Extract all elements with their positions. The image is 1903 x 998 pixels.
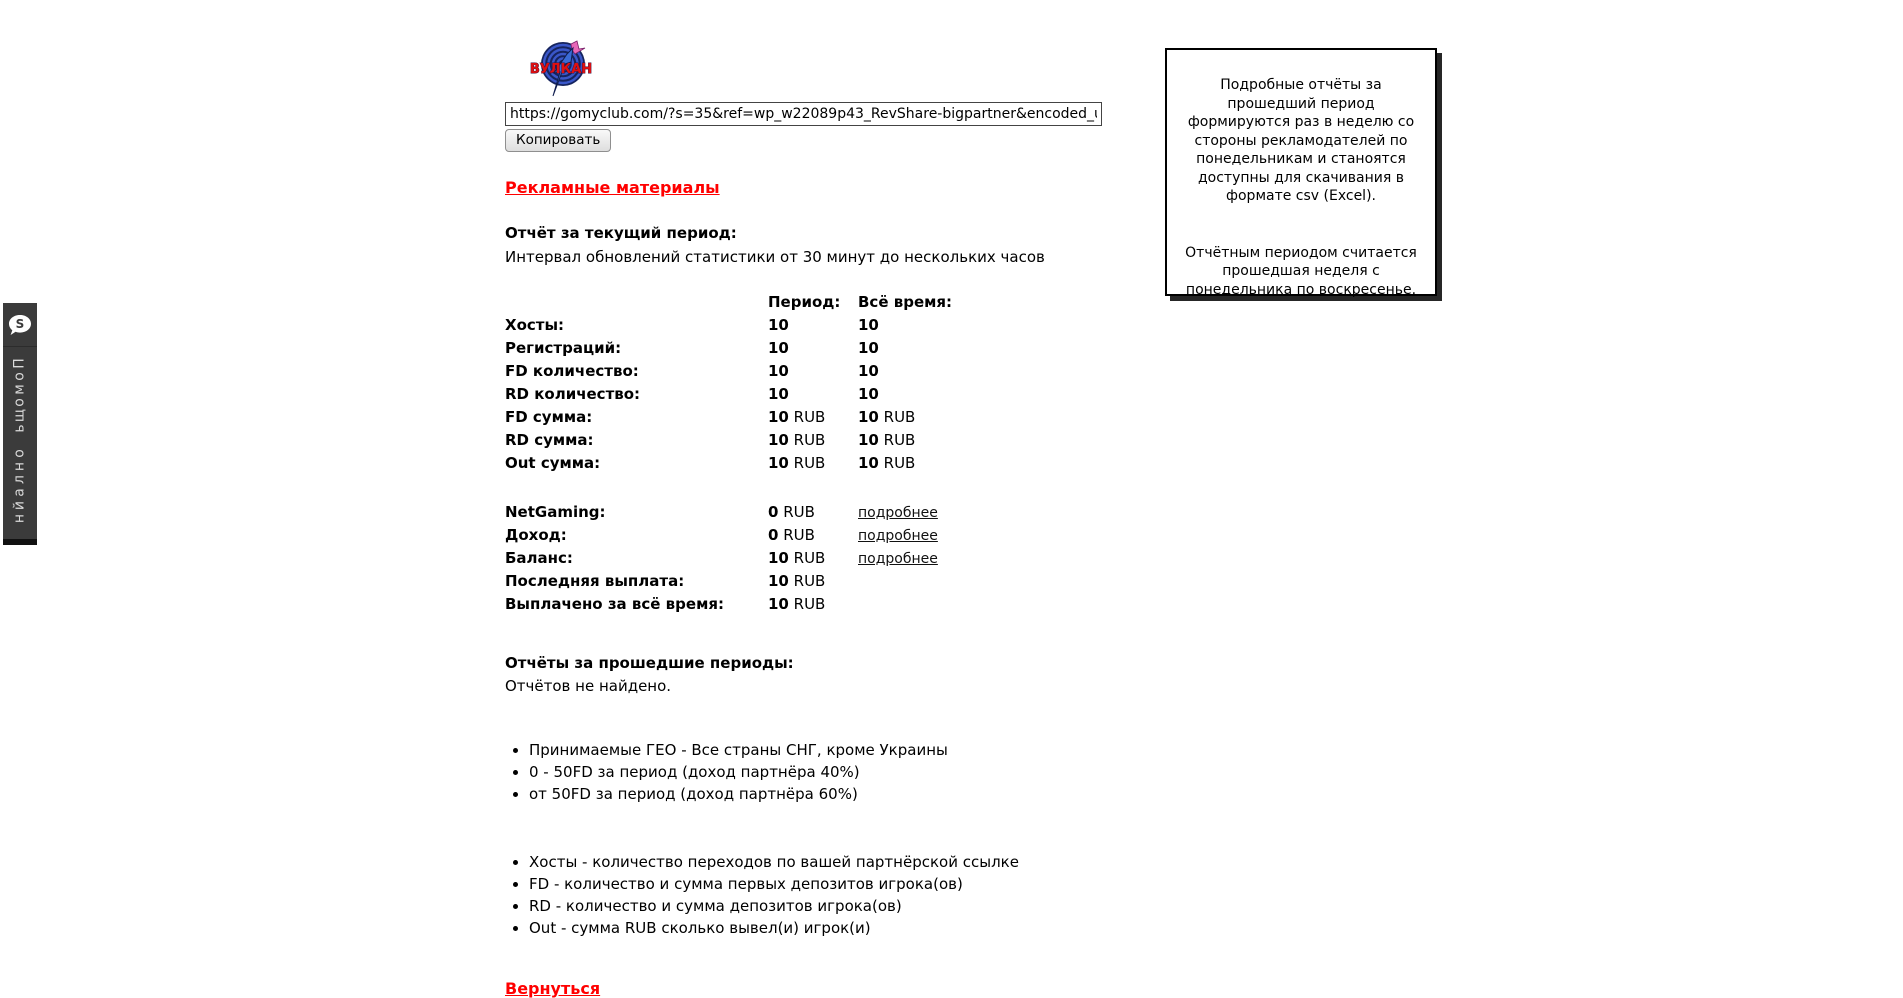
chat-tab-label: П о м о щ ь о н л а й н — [11, 358, 28, 524]
list-item: • RD - количество и сумма депозитов игрока(ов) — [529, 895, 1145, 917]
stat-row-label: RD количество: — [505, 385, 641, 403]
table-row: Регистраций: 10 10 — [505, 339, 879, 357]
list-item: • Принимаемые ГЕО - Все страны СНГ, кроме Украины — [529, 739, 1145, 761]
total-row-label: Доход: — [505, 526, 567, 544]
table-row: RD сумма: 10 RUB 10 RUB — [505, 431, 916, 449]
stat-row-label: FD количество: — [505, 362, 639, 380]
svg-text:S: S — [15, 316, 25, 331]
weekly-reports-info-box — [1165, 48, 1437, 296]
details-link[interactable]: подробнее — [858, 528, 938, 544]
referral-url-input[interactable] — [505, 102, 1102, 126]
info-box-paragraph-1: Подробные отчёты за прошедший период формируются раз в неделю со стороны рекламодателей по понедельникам и станоятся доступны для скачивания в формате csv (Excel). — [1187, 77, 1415, 204]
stat-row-label: Out сумма: — [505, 454, 601, 472]
promo-materials-link[interactable]: Рекламные материалы — [505, 178, 720, 197]
stat-row-label: Регистраций: — [505, 339, 622, 357]
current-report-title: Отчёт за текущий период: — [505, 224, 737, 242]
list-item: • Хосты - количество переходов по вашей партнёрской ссылке — [529, 851, 1145, 873]
past-reports-title: Отчёты за прошедшие периоды: — [505, 654, 794, 672]
list-item: • от 50FD за период (доход партнёра 60%) — [529, 783, 1145, 805]
table-row: Доход: 0 RUB подробнее — [505, 526, 938, 544]
help-online-chat-tab[interactable] — [3, 303, 37, 545]
total-row-label: Выплачено за всё время: — [505, 595, 724, 613]
stats-table — [505, 293, 1145, 618]
details-link[interactable]: подробнее — [858, 551, 938, 567]
geo-notes-list — [505, 739, 1145, 805]
stat-row-label: FD сумма: — [505, 408, 593, 426]
table-row: RD количество: 10 10 — [505, 385, 879, 403]
list-item: • Out - сумма RUB сколько вывел(и) игрок(и) — [529, 917, 1145, 939]
table-row: Баланс: 10 RUB подробнее — [505, 549, 938, 567]
chat-bubble-icon — [3, 303, 37, 347]
table-row: Последняя выплата: 10 RUB — [505, 572, 826, 590]
vulkan-logo — [527, 40, 1145, 100]
back-link[interactable]: Вернуться — [505, 979, 601, 998]
table-row: FD сумма: 10 RUB 10 RUB — [505, 408, 916, 426]
total-row-label: Последняя выплата: — [505, 572, 685, 590]
table-row: FD количество: 10 10 — [505, 362, 879, 380]
info-box-paragraph-2: Отчётным периодом считается прошедшая неделя с понедельника по воскресенье. — [1185, 244, 1417, 298]
table-row: NetGaming: 0 RUB подробнее — [505, 503, 938, 521]
stat-row-label: RD сумма: — [505, 431, 594, 449]
terms-notes-list — [505, 851, 1145, 939]
details-link[interactable]: подробнее — [858, 505, 938, 521]
col-alltime-header: Всё время: — [858, 293, 953, 311]
copy-url-button[interactable]: Копировать — [505, 129, 611, 152]
total-row-label: NetGaming: — [505, 503, 606, 521]
current-report-subtitle: Интервал обновлений статистики от 30 минут до нескольких часов — [505, 248, 1045, 266]
table-row: Хосты: 10 10 — [505, 316, 879, 334]
col-period-header: Период: — [768, 293, 841, 311]
past-reports-empty: Отчётов не найдено. — [505, 677, 672, 695]
svg-text:ВУЛКАН: ВУЛКАН — [529, 62, 593, 77]
total-row-label: Баланс: — [505, 549, 573, 567]
list-item: • FD - количество и сумма первых депозитов игрока(ов) — [529, 873, 1145, 895]
stats-header-row — [505, 293, 1145, 316]
list-item: • 0 - 50FD за период (доход партнёра 40%) — [529, 761, 1145, 783]
main-content — [505, 40, 1145, 998]
past-reports-section — [505, 654, 1145, 695]
table-row: Out сумма: 10 RUB 10 RUB — [505, 454, 916, 472]
table-row: Выплачено за всё время: 10 RUB — [505, 595, 826, 613]
totals-block — [505, 503, 1145, 618]
stat-row-label: Хосты: — [505, 316, 565, 334]
